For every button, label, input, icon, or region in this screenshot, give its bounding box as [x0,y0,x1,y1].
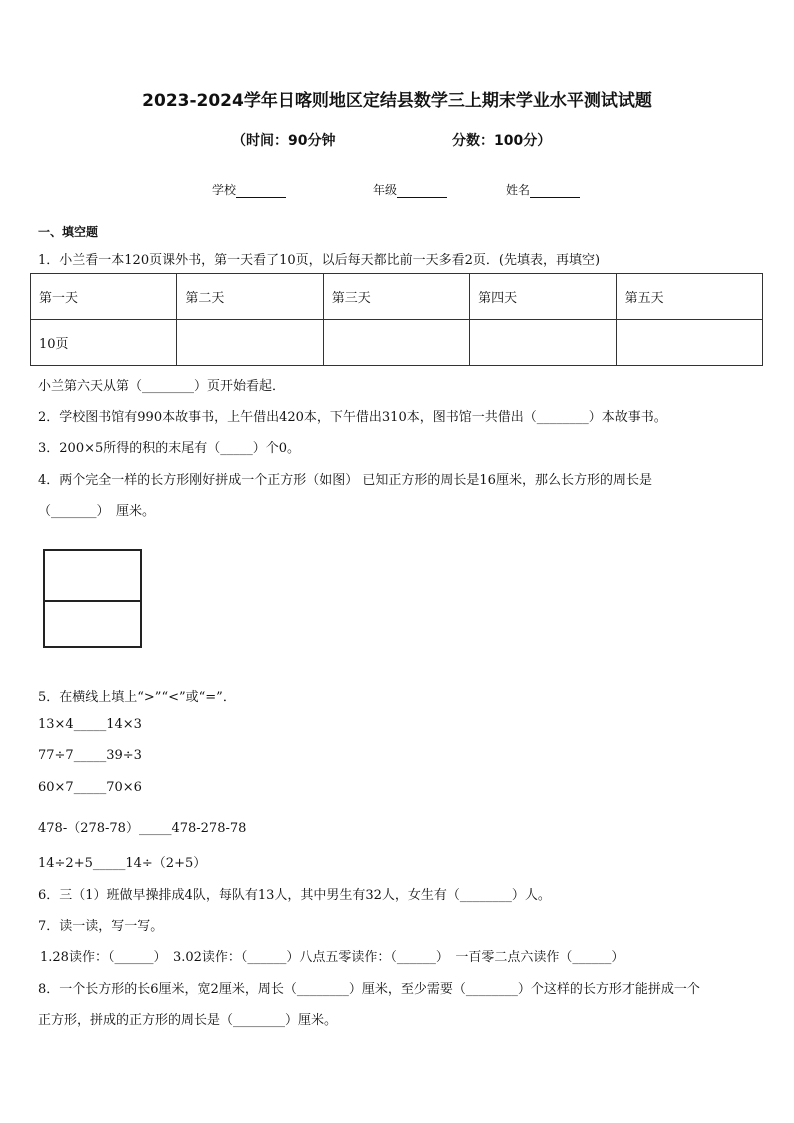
question-6: 6．三（1）班做早操排成4队，每队有13人，其中男生有32人，女生有（________）人。 [38,888,551,903]
table-header-row [31,274,763,320]
question-5-intro: 5．在横线上填上“>”“<”或“=”． [38,690,236,705]
table-cell-answer[interactable] [177,320,323,366]
grade-label: 年级 [373,183,398,197]
table-header-cell: 第一天 [31,274,177,320]
table-header-cell: 第二天 [177,274,323,320]
question-4-line1: 4．两个完全一样的长方形刚好拼成一个正方形（如图） 已知正方形的周长是16厘米，那么长方形的周长是 [38,473,652,488]
table-header-cell: 第五天 [616,274,762,320]
question-3: 3．200×5所得的积的末尾有（_____）个0。 [38,441,301,456]
table-cell-answer[interactable] [470,320,616,366]
table-row [31,320,763,366]
table-header-cell: 第四天 [470,274,616,320]
square-divider [45,600,140,602]
exam-score: 分数：100分） [452,133,552,149]
comparison-item: 14÷2+5_____14÷（2+5） [38,856,207,871]
school-field[interactable] [212,181,286,198]
grade-field[interactable] [373,181,447,198]
name-field[interactable] [506,181,580,198]
comparison-item: 13×4_____14×3 [38,717,142,732]
table-cell-answer[interactable] [616,320,762,366]
question-8-line2: 正方形，拼成的正方形的周长是（________）厘米。 [38,1013,338,1028]
question-1-followup: 小兰第六天从第（________）页开始看起． [38,379,286,394]
question-2: 2．学校图书馆有990本故事书，上午借出420本，下午借出310本，图书馆一共借出（________）本故事书。 [38,410,667,425]
page-title: 2023-2024学年日喀则地区定结县数学三上期末学业水平测试试题 [142,91,652,111]
school-label: 学校 [212,183,237,197]
question-4-line2: （_______） 厘米。 [38,504,156,519]
grade-blank[interactable] [397,185,447,198]
question-7-intro: 7．读一读，写一写。 [38,919,164,934]
comparison-item: 60×7_____70×6 [38,780,142,795]
question-8-line1: 8．一个长方形的长6厘米，宽2厘米，周长（________）厘米，至少需要（________）个这样的长方形才能拼成一个 [38,982,700,997]
question-1: 1．小兰看一本120页课外书，第一天看了10页，以后每天都比前一天多看2页．(先填表，再填空) [38,253,601,268]
reading-table [30,273,763,366]
square-figure [43,549,142,648]
name-blank[interactable] [530,185,580,198]
school-blank[interactable] [236,185,286,198]
comparison-item: 77÷7_____39÷3 [38,748,142,763]
table-header-cell: 第三天 [323,274,469,320]
table-cell-answer[interactable] [323,320,469,366]
name-label: 姓名 [506,183,531,197]
question-7-line: 1.28读作：（______） 3.02读作：（______）八点五零读作：（______） 一百零二点六读作（______） [40,950,625,965]
exam-time: （时间：90分钟 [232,133,336,149]
comparison-item: 478-（278-78）_____478-278-78 [38,821,247,836]
section-heading: 一、填空题 [38,225,99,239]
table-cell: 10页 [31,320,177,366]
